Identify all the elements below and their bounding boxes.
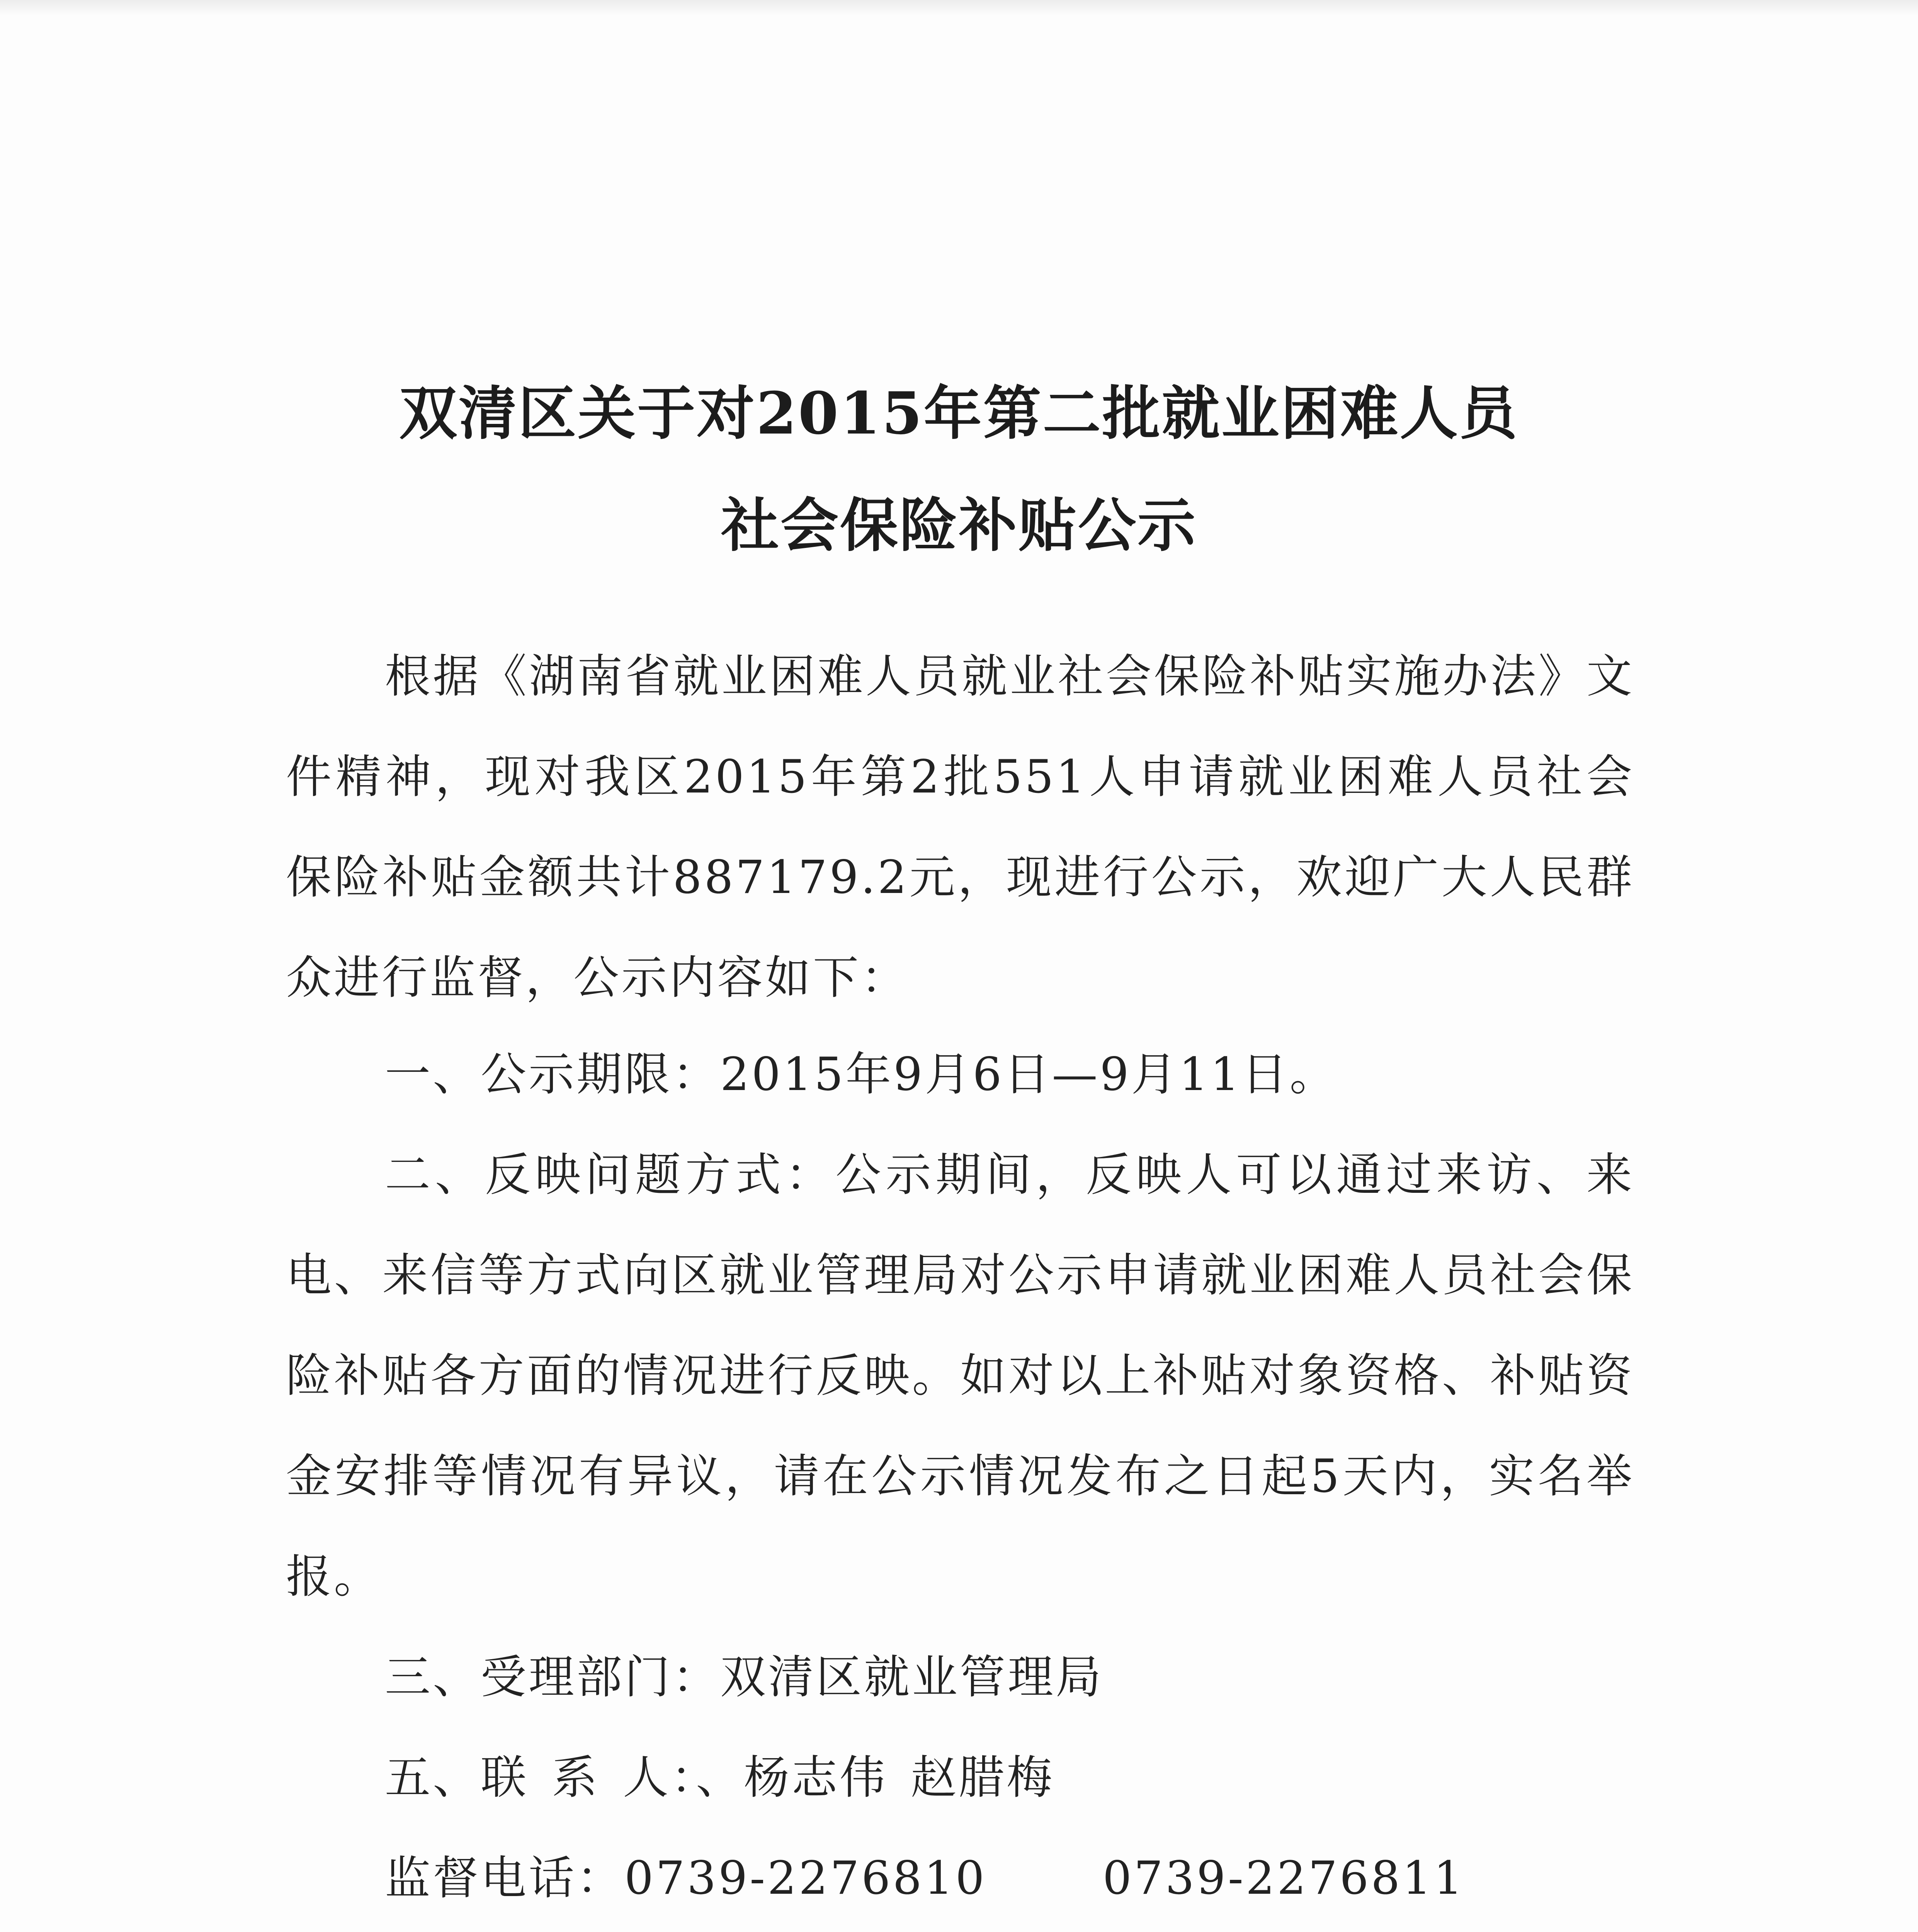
- department-text: 三、受理部门：双清区就业管理局: [385, 1650, 1104, 1704]
- phone-number-2: 0739-2276811: [1102, 1851, 1465, 1905]
- contact-name-2: 赵腊梅: [911, 1751, 1055, 1804]
- contact-label-3: 人：、杨志伟: [623, 1751, 888, 1804]
- method-text: 二、反映问题方式：公示期间，反映人可以通过来访、来电、来信等方式向区就业管理局对公示申请就业困难人员社会保险补贴各方面的情况进行反映。如对以上补贴对象资格、补贴资金安排等情况有异议，请在公示情况发布之日起5天内，实名举报。: [286, 1148, 1634, 1603]
- department-paragraph: [286, 1627, 1634, 1727]
- contact-paragraph: [286, 1727, 1634, 1828]
- contact-line: [286, 1727, 1634, 1828]
- scan-edge-shading: [0, 0, 1918, 15]
- phone-line: [286, 1828, 1634, 1928]
- method-paragraph: [286, 1124, 1634, 1627]
- period-text: 一、公示期限：2015年9月6日—9月11日。: [385, 1048, 1338, 1101]
- phone-label: 监督电话：0739-2276810: [385, 1851, 987, 1905]
- intro-text: 根据《湖南省就业困难人员就业社会保险补贴实施办法》文件精神，现对我区2015年第2批551人申请就业困难人员社会保险补贴金额共计887179.2元，现进行公示，欢迎广大人民群众进行监督，公示内容如下：: [286, 650, 1634, 1004]
- title-line-1: 双清区关于对2015年第二批就业困难人员: [399, 379, 1519, 447]
- contact-label-2: 系: [552, 1751, 600, 1804]
- intro-paragraph: [286, 626, 1634, 1028]
- period-paragraph: [286, 1024, 1634, 1124]
- contact-label: 五、联: [385, 1751, 529, 1804]
- phone-paragraph: [286, 1828, 1634, 1928]
- title-line-2: 社会保险补贴公示: [721, 492, 1197, 560]
